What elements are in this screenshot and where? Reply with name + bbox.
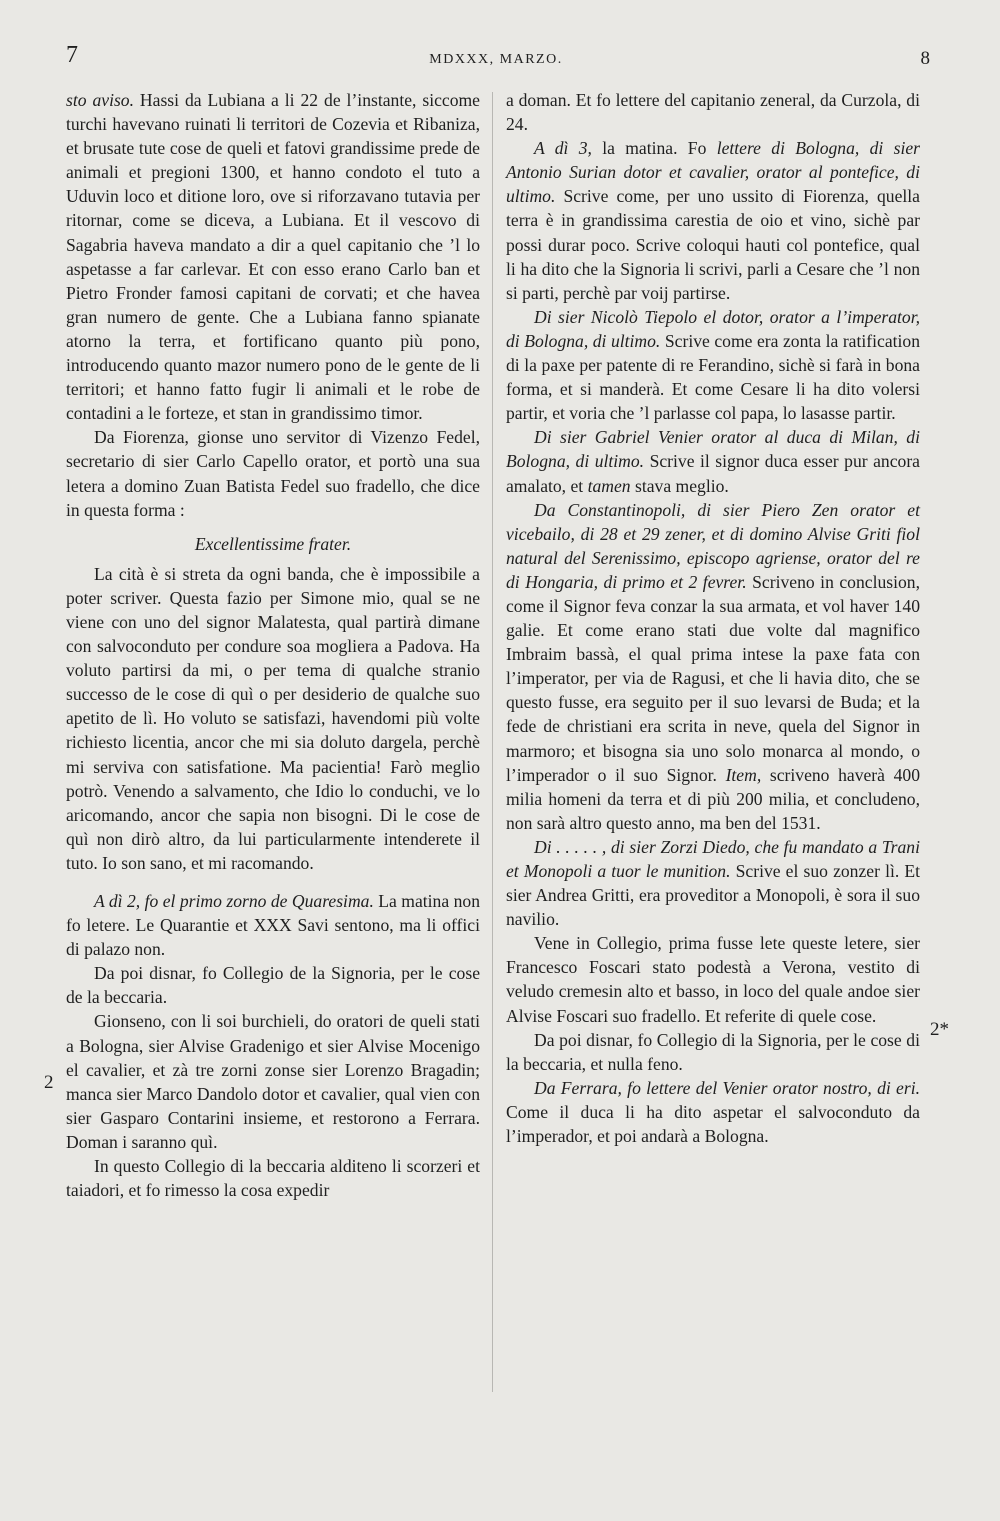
paragraph — [66, 88, 480, 425]
text-run: In questo Collegio di la beccaria alditeno li scorzeri et taiadori, et fo rimesso la cosa expedir — [66, 1156, 480, 1201]
text-run: La matina non fo letere. Le Quarantie et XXX Savi sentono, ma li offici di palazo non. — [66, 891, 480, 960]
text-run: Scriveno in conclusion, come il Signor feva conzar la sua armata, et vol haver 140 galie. Et come erano stati due volte dal magnifico Imbraim bassà, el qual prima intese la paxe fata con l’imperator, per via de Ragusi, et che li havia dito, che se questo fusse, era seguito per il suo levarsi de Buda; et la fede de christiani era scrita in neve, quela del Signor in marmoro; et bisogna sia uno solo monarca al mondo, o l’imperador o il suo Signor. — [506, 571, 920, 785]
text-run: Da Fiorenza, gionse uno servitor di Vizenzo Fedel, secretario di sier Carlo Capello orator, et portò una sua letera a domino Zuan Batista Fedel suo fradello, che dice in questa forma : — [66, 427, 480, 520]
paragraph — [506, 1076, 920, 1148]
text-run: Gionseno, con li soi burchieli, do oratori de queli stati a Bologna, sier Alvise Gradenigo et sier Alvise Mocenigo el cavalier, et zà tre zorni zonse sier Lorenzo Bragadin; manca sier Marco Dandolo dotor et cavalier, qual vien con sier Gasparo Contarini insieme, et restorono a Ferrara. Doman i saranno quì. — [66, 1011, 480, 1152]
text-run: Come il duca li ha dito aspetar el salvoconduto da l’imperador, et poi andarà a Bologna. — [506, 1101, 920, 1147]
running-title: MDXXX, MARZO. — [429, 52, 563, 67]
italic-text: sto aviso. — [66, 90, 134, 110]
text-run: Da poi disnar, fo Collegio di la Signoria, per le cose di la beccaria, et nulla feno. — [506, 1029, 920, 1074]
margin-number-right: 2* — [930, 1019, 949, 1040]
paragraph — [506, 425, 920, 497]
italic-text: A dì 2, fo el primo zorno de Quaresima. — [94, 891, 374, 911]
paragraph — [66, 1154, 480, 1202]
italic-text: Di sier Nicolò Tiepolo el dotor, orator a l’imperator, di Bologna, di ultimo. — [506, 306, 920, 351]
italic-text: Da Ferrara, fo lettere del Venier orator nostro, di eri. — [534, 1077, 920, 1098]
text-run: Da poi disnar, fo Collegio de la Signoria, per le cose de la beccaria. — [66, 963, 480, 1008]
right-column — [506, 88, 920, 1148]
text-run: La cità è si streta da ogni banda, che è impossibile a poter scriver. Questa fazio per Simone mio, qual se ne viene con uno del signor Malatesta, qual partirà dimane con salvoconduto per condure soa mogliera a Padova. Ha voluto partirsi da mi, o per tema di qualche stranio successo de le cose di quì o per desiderio de qualche suo apetito de lì. Ho voluto se satisfazi, havendomi più volte richiesto licentia, ancor che mi sia doluto dargela, perchè mi serviva con satisfatione. Ma pacientia! Farò meglio potrò. Venendo a salvamento, che Idio lo conduchi, ve lo aricomando, ancor che sapia non bisogni. Di le cose de quì non dirò altro, da lui particularmente intenderete il tuto. Io son sano, et mi racomando. — [66, 563, 480, 873]
italic-text: Di . . . . . , di sier Zorzi Diedo, che fu mandato a Trani et Monopoli a tuor le munition. — [506, 836, 920, 881]
text-run: a doman. Et fo lettere del capitanio zeneral, da Curzola, di 24. — [506, 90, 920, 135]
text-run: Scrive come era zonta la ratification di la paxe per patente di re Ferandino, sichè si farà in bona forma, et si manderà. Et come Cesare li ha dito volersi partir, et voria che ’l parlasse col papa, lo lasasse partir. — [506, 330, 921, 424]
paragraph — [66, 562, 480, 875]
page-header — [62, 42, 930, 72]
page-number-right: 8 — [920, 48, 930, 69]
italic-text: Item, — [725, 764, 762, 785]
text-run: scriveno haverà 400 milia homeni da terra et di più 200 milia, et concludeno, non sarà altro questo anno, ma ben del 1531. — [506, 764, 920, 833]
paragraph — [506, 931, 920, 1027]
text-run: Scrive el suo zonzer lì. Et sier Andrea Gritti, era proveditor a Monopoli, è sora il suo navilio. — [506, 861, 920, 930]
page-number-left: 7 — [66, 42, 78, 68]
paragraph — [506, 498, 920, 835]
italic-text: A dì 3, — [534, 138, 592, 159]
paragraph — [66, 1009, 480, 1154]
text-run: Vene in Collegio, prima fusse lete queste letere, sier Francesco Foscari stato podestà a Verona, vestito di veludo cremesin alto et basso, in loco del quale andoe sier Alvise Foscari suo fradello. Et referite di quele cose. — [506, 933, 920, 1026]
letter-salutation: Excellentissime frater. — [194, 533, 352, 554]
paragraph — [506, 136, 920, 305]
text-run: la matina. Fo — [591, 138, 717, 159]
text-run: Scrive come, per uno ussito di Fiorenza, quella terra è in grandissima carestia de oio et vino, sichè par possi durar poco. Scrive coloqui hauti col pontefice, qual li ha dito che la Signoria li scrivi, parli a Cesare che ’l non si parti, perchè par voij partirse. — [506, 186, 920, 303]
paragraph — [506, 305, 920, 425]
text-run: Hassi da Lubiana a li 22 de l’instante, siccome turchi havevano ruinati li territori de Cozevia et Ribaniza, et brusate tute cose de queli et fatovi grandissime prede de animali et pregioni 1300, et hanno condoto el tuto a Uduvin loco et ditione loro, ove si riforzavano tutavia per ritornar, come se diceva, a Lubiana. Et il vescovo di Sagabria haveva mandato a dir a quel capitanio che ’l lo aspetasse a far carlevar. Et con esso erano Carlo ban et Pietro Fronder famosi capitani de corvati; et che havea gran numero de gente. Che a Lubiana fanno spianate atorno la terra, et fortificano quanto più pono, introducendo quanto mazor numero pono de le gente de li territori; et hanno fatto fugir li animali et le robe de contadini a le forteze, et stan in grandissimo timor. — [66, 90, 480, 424]
paragraph — [506, 1028, 920, 1076]
paragraph — [66, 425, 480, 521]
paragraph — [66, 961, 480, 1009]
italic-text: tamen — [587, 475, 631, 496]
left-column — [66, 88, 480, 1202]
margin-number-left: 2 — [44, 1072, 54, 1093]
column-divider — [492, 92, 493, 1392]
paragraph — [506, 88, 920, 136]
text-run: Scrive il signor duca esser pur ancora amalato, et — [506, 451, 920, 496]
paragraph — [66, 889, 480, 961]
italic-text: Di sier Gabriel Venier orator al duca di Milan, di Bologna, di ultimo. — [506, 427, 920, 472]
paragraph — [506, 835, 920, 931]
text-run: stava meglio. — [630, 475, 729, 496]
italic-text: Da Constantinopoli, di sier Piero Zen orator et vicebailo, di 28 et 29 zener, et di domino Alvise Griti fiol natural del Serenissimo, episcopo agriense, orator del re di Hongaria, di primo et 2 fevrer. — [506, 499, 920, 592]
italic-text: lettere di Bologna, di sier Antonio Surian dotor et cavalier, orator al pontefice, di ultimo. — [506, 138, 920, 207]
